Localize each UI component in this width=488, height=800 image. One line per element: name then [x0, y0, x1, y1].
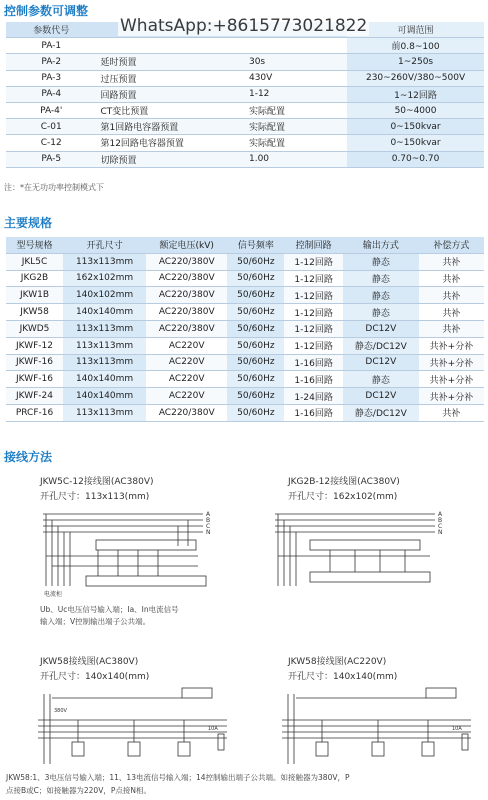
table-row [6, 86, 484, 102]
diagram2-wiring [270, 506, 470, 602]
param-code: PA-4 [6, 86, 96, 102]
params-header-cell: 可调范围 [347, 22, 484, 38]
spec-cutout: 140x102mm [63, 287, 146, 304]
table-row [6, 404, 484, 421]
spec-frequency: 50/60Hz [227, 253, 284, 270]
spec-voltage: AC220/380V [146, 304, 227, 321]
specs-header-row [6, 237, 484, 253]
spec-frequency: 50/60Hz [227, 388, 284, 405]
spec-voltage: AC220V [146, 388, 227, 405]
diagram1-wiring [38, 506, 238, 602]
spec-model: JKG2B [6, 270, 63, 287]
specs-header-cell: 额定电压(kV) [146, 237, 227, 253]
ct-label: 电流柜 [44, 591, 63, 598]
spec-cutout: 140x140mm [63, 388, 146, 405]
spec-loops: 1-16回路 [284, 371, 342, 388]
diagram1-caption-line1: Ub、Uc电压信号输入端；Ia、In电流信号 [40, 605, 179, 614]
spec-voltage: AC220V [146, 337, 227, 354]
diagram4-title: JKW58接线图(AC220V) [288, 657, 387, 667]
fuse-label: 10A [452, 726, 462, 732]
diagram-caption-line1: JKW58:1、3电压信号输入端；11、13电流信号输入端；14控制输出端子公共端。如接触器为380V，P [6, 773, 350, 782]
spec-compensation: 共补+分补 [419, 337, 484, 354]
spec-cutout: 113x113mm [63, 354, 146, 371]
table-row [6, 38, 484, 54]
spec-output: 静态 [343, 371, 419, 388]
param-range: 1~250s [347, 54, 484, 70]
specs-header-cell: 开孔尺寸 [63, 237, 146, 253]
specs-section-title: 主要规格 [4, 216, 53, 230]
spec-compensation: 共补 [419, 287, 484, 304]
param-default: 实际配置 [245, 135, 347, 151]
spec-output: DC12V [343, 320, 419, 337]
param-code: PA-5 [6, 151, 96, 167]
bus-label-n: N [206, 529, 211, 536]
spec-frequency: 50/60Hz [227, 371, 284, 388]
diagram2-size: 开孔尺寸：162x102(mm) [288, 492, 398, 502]
spec-loops: 1-16回路 [284, 354, 342, 371]
specs-header-cell: 信号频率 [227, 237, 284, 253]
spec-cutout: 162x102mm [63, 270, 146, 287]
param-code: PA-2 [6, 54, 96, 70]
spec-model: JKWF-12 [6, 337, 63, 354]
table-row [6, 320, 484, 337]
param-default: 1.00 [245, 151, 347, 167]
spec-model: JKL5C [6, 253, 63, 270]
spec-voltage: AC220/380V [146, 253, 227, 270]
diagram2-title: JKG2B-12接线图(AC380V) [288, 477, 400, 487]
spec-cutout: 113x113mm [63, 320, 146, 337]
specs-header-cell: 输出方式 [343, 237, 419, 253]
diagram4-wiring [276, 684, 476, 768]
table-row [6, 151, 484, 167]
param-name: 第12回路电容器预置 [96, 135, 245, 151]
table-row [6, 135, 484, 151]
params-note: 注：*在无功功率控制模式下 [4, 183, 104, 192]
param-name: 回路预置 [96, 86, 245, 102]
param-default: 430V [245, 70, 347, 86]
spec-loops: 1-16回路 [284, 404, 342, 421]
table-row [6, 388, 484, 405]
table-row [6, 119, 484, 135]
param-range: 230~260V/380~500V [347, 70, 484, 86]
table-row [6, 304, 484, 321]
spec-model: JKWF-24 [6, 388, 63, 405]
spec-loops: 1-24回路 [284, 388, 342, 405]
spec-cutout: 113x113mm [63, 404, 146, 421]
diagram1-title: JKW5C-12接线图(AC380V) [40, 477, 154, 487]
param-range: 0~150kvar [347, 119, 484, 135]
spec-loops: 1-12回路 [284, 287, 342, 304]
spec-voltage: AC220V [146, 354, 227, 371]
param-name: 切除预置 [96, 151, 245, 167]
spec-cutout: 140x140mm [63, 304, 146, 321]
spec-model: JKWF-16 [6, 354, 63, 371]
spec-loops: 1-12回路 [284, 337, 342, 354]
spec-output: 静态 [343, 304, 419, 321]
spec-voltage: AC220/380V [146, 270, 227, 287]
param-name: 延时预置 [96, 54, 245, 70]
bus-label-b: B [438, 517, 443, 524]
spec-cutout: 113x113mm [63, 337, 146, 354]
diagram3-size: 开孔尺寸：140x140(mm) [40, 672, 150, 682]
diagram3-title: JKW58接线图(AC380V) [40, 657, 139, 667]
spec-model: JKWF-16 [6, 371, 63, 388]
spec-loops: 1-12回路 [284, 253, 342, 270]
spec-output: 静态/DC12V [343, 337, 419, 354]
table-row [6, 371, 484, 388]
param-code: PA-3 [6, 70, 96, 86]
spec-compensation: 共补 [419, 270, 484, 287]
table-row [6, 253, 484, 270]
param-name: CT变比预置 [96, 102, 245, 118]
spec-loops: 1-12回路 [284, 320, 342, 337]
spec-frequency: 50/60Hz [227, 354, 284, 371]
spec-compensation: 共补+分补 [419, 371, 484, 388]
param-default: 1-12 [245, 86, 347, 102]
spec-frequency: 50/60Hz [227, 337, 284, 354]
param-default: 实际配置 [245, 102, 347, 118]
bus-label-a: A [206, 511, 211, 518]
param-default [245, 38, 347, 54]
wiring-section-title: 接线方法 [4, 450, 53, 464]
param-name: 过压预置 [96, 70, 245, 86]
specs-header-cell: 型号规格 [6, 237, 63, 253]
table-row [6, 354, 484, 371]
spec-compensation: 共补+分补 [419, 388, 484, 405]
bus-label-b: B [206, 517, 211, 524]
spec-loops: 1-12回路 [284, 270, 342, 287]
spec-frequency: 50/60Hz [227, 304, 284, 321]
spec-frequency: 50/60Hz [227, 270, 284, 287]
spec-frequency: 50/60Hz [227, 404, 284, 421]
param-range: 前0.8~100 [347, 38, 484, 54]
diagram3-wiring [32, 684, 232, 768]
bus-label-a: A [438, 511, 443, 518]
table-row [6, 102, 484, 118]
spec-compensation: 共补 [419, 253, 484, 270]
spec-voltage: AC220/380V [146, 287, 227, 304]
bus-label-n: N [438, 529, 443, 536]
diagram-caption-line2: 点接B或C；如接触器为220V，P点接N相。 [6, 786, 151, 795]
params-section-title: 控制参数可调整 [4, 4, 89, 18]
bus-label-c: C [438, 523, 443, 530]
param-code: C-12 [6, 135, 96, 151]
param-default: 30s [245, 54, 347, 70]
param-range: 50~4000 [347, 102, 484, 118]
diagram1-caption-line2: 输入端；V控制输出端子公共端。 [40, 617, 151, 626]
spec-output: 静态 [343, 287, 419, 304]
diagram4-size: 开孔尺寸：140x140(mm) [288, 672, 398, 682]
param-range: 0.70~0.70 [347, 151, 484, 167]
params-table [6, 22, 484, 168]
param-code: PA-1 [6, 38, 96, 54]
spec-output: DC12V [343, 354, 419, 371]
spec-frequency: 50/60Hz [227, 320, 284, 337]
spec-frequency: 50/60Hz [227, 287, 284, 304]
spec-voltage: AC220V [146, 371, 227, 388]
param-name: 第1回路电容器预置 [96, 119, 245, 135]
param-range: 0~150kvar [347, 135, 484, 151]
params-header-cell: 参数代号 [6, 22, 96, 38]
spec-output: 静态 [343, 253, 419, 270]
fuse-label: 10A [208, 726, 218, 732]
table-row [6, 70, 484, 86]
spec-model: JKW58 [6, 304, 63, 321]
table-row [6, 287, 484, 304]
spec-output: 静态/DC12V [343, 404, 419, 421]
spec-voltage: AC220/380V [146, 404, 227, 421]
param-code: PA-4' [6, 102, 96, 118]
spec-voltage: AC220/380V [146, 320, 227, 337]
param-code: C-01 [6, 119, 96, 135]
voltage-label: 380V [54, 708, 67, 714]
param-range: 1~12回路 [347, 86, 484, 102]
spec-compensation: 共补 [419, 304, 484, 321]
spec-cutout: 140x140mm [63, 371, 146, 388]
spec-cutout: 113x113mm [63, 253, 146, 270]
table-row [6, 270, 484, 287]
specs-table [6, 237, 484, 422]
specs-header-cell: 补偿方式 [419, 237, 484, 253]
spec-compensation: 共补+分补 [419, 354, 484, 371]
watermark-text: WhatsApp:+8615773021822 [120, 16, 368, 36]
spec-model: PRCF-16 [6, 404, 63, 421]
spec-model: JKW1B [6, 287, 63, 304]
spec-output: DC12V [343, 388, 419, 405]
spec-compensation: 共补 [419, 320, 484, 337]
param-name [96, 38, 245, 54]
param-default: 实际配置 [245, 119, 347, 135]
bus-label-c: C [206, 523, 211, 530]
table-row [6, 54, 484, 70]
spec-loops: 1-12回路 [284, 304, 342, 321]
specs-header-cell: 控制回路 [284, 237, 342, 253]
spec-compensation: 共补 [419, 404, 484, 421]
spec-model: JKWD5 [6, 320, 63, 337]
table-row [6, 337, 484, 354]
spec-output: 静态 [343, 270, 419, 287]
diagram1-size: 开孔尺寸：113x113(mm) [40, 492, 150, 502]
